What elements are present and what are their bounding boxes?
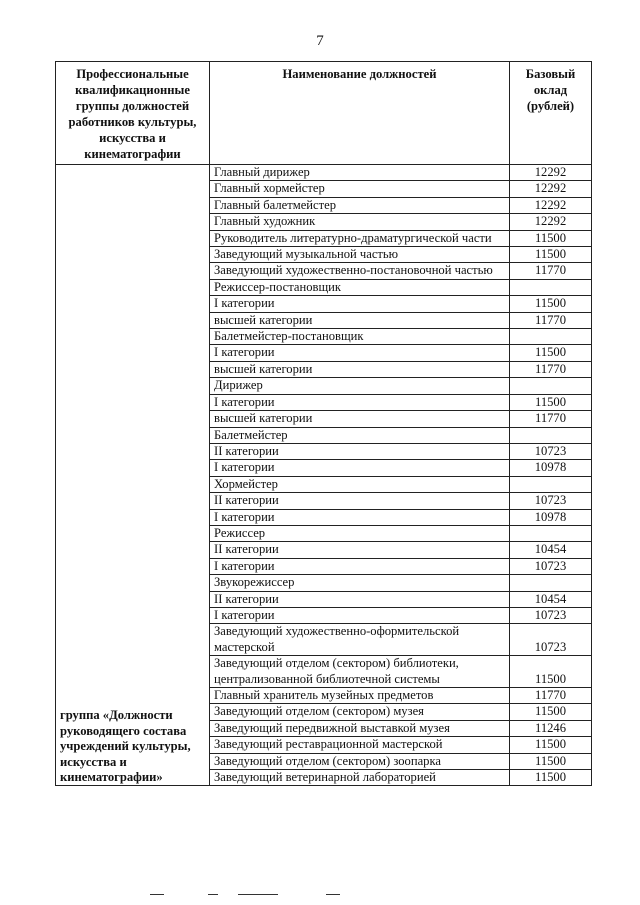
header-salary: Базовый оклад (рублей) xyxy=(510,62,592,165)
position-title: Балетмейстер xyxy=(210,427,510,443)
salary-value: 12292 xyxy=(510,181,592,197)
salary-value: 11770 xyxy=(510,411,592,427)
group-label: группа «Должности руководящего состава учреждений культуры, искусства и кинематографии» xyxy=(56,165,210,786)
salary-value: 10978 xyxy=(510,509,592,525)
salary-value xyxy=(510,575,592,591)
salary-value: 12292 xyxy=(510,165,592,181)
table-row xyxy=(56,165,592,181)
position-title: I категории xyxy=(210,509,510,525)
salary-value: 10454 xyxy=(510,591,592,607)
salary-value: 12292 xyxy=(510,214,592,230)
position-title: Балетмейстер-постановщик xyxy=(210,329,510,345)
salary-value: 11770 xyxy=(510,312,592,328)
footer-marks xyxy=(0,894,640,898)
salary-value: 10723 xyxy=(510,443,592,459)
salary-value: 11500 xyxy=(510,753,592,769)
salary-table xyxy=(55,61,592,786)
position-title: высшей категории xyxy=(210,411,510,427)
position-title: I категории xyxy=(210,460,510,476)
position-title: Главный художник xyxy=(210,214,510,230)
position-title: Заведующий художественно-постановочной частью xyxy=(210,263,510,279)
salary-value: 11770 xyxy=(510,263,592,279)
position-title: II категории xyxy=(210,443,510,459)
salary-value: 10454 xyxy=(510,542,592,558)
position-title: II категории xyxy=(210,591,510,607)
position-title: Режиссер-постановщик xyxy=(210,279,510,295)
position-title: Заведующий передвижной выставкой музея xyxy=(210,720,510,736)
position-title: Заведующий художественно-оформительской мастерской xyxy=(210,624,510,656)
position-title: высшей категории xyxy=(210,361,510,377)
header-group: Профессиональные квалификационные группы должностей работников культуры, искусства и кинематографии xyxy=(56,62,210,165)
table-header-row xyxy=(56,62,592,165)
position-title: Заведующий отделом (сектором) библиотеки, централизованной библиотечной системы xyxy=(210,656,510,688)
salary-value: 10723 xyxy=(510,558,592,574)
position-title: Главный дирижер xyxy=(210,165,510,181)
position-title: Заведующий реставрационной мастерской xyxy=(210,737,510,753)
position-title: Звукорежиссер xyxy=(210,575,510,591)
salary-value: 10723 xyxy=(510,607,592,623)
position-title: I категории xyxy=(210,394,510,410)
salary-value: 11500 xyxy=(510,394,592,410)
position-title: Заведующий ветеринарной лабораторией xyxy=(210,770,510,786)
salary-value xyxy=(510,427,592,443)
position-title: высшей категории xyxy=(210,312,510,328)
salary-value: 11500 xyxy=(510,296,592,312)
salary-value xyxy=(510,378,592,394)
position-title: Главный балетмейстер xyxy=(210,197,510,213)
position-title: Руководитель литературно-драматургической части xyxy=(210,230,510,246)
table-body xyxy=(56,165,592,786)
position-title: Дирижер xyxy=(210,378,510,394)
salary-value: 11500 xyxy=(510,656,592,688)
salary-value xyxy=(510,329,592,345)
position-title: Режиссер xyxy=(210,525,510,541)
page-number: 7 xyxy=(316,33,324,49)
salary-value: 11770 xyxy=(510,361,592,377)
salary-value: 11500 xyxy=(510,737,592,753)
position-title: II категории xyxy=(210,542,510,558)
salary-value: 10723 xyxy=(510,624,592,656)
salary-value: 10978 xyxy=(510,460,592,476)
salary-value: 11246 xyxy=(510,720,592,736)
salary-value: 11500 xyxy=(510,770,592,786)
salary-value xyxy=(510,476,592,492)
salary-value: 11500 xyxy=(510,704,592,720)
position-title: I категории xyxy=(210,296,510,312)
position-title: Главный хранитель музейных предметов xyxy=(210,688,510,704)
position-title: Главный хормейстер xyxy=(210,181,510,197)
salary-value xyxy=(510,525,592,541)
position-title: Заведующий отделом (сектором) зоопарка xyxy=(210,753,510,769)
salary-value: 12292 xyxy=(510,197,592,213)
salary-value xyxy=(510,279,592,295)
position-title: I категории xyxy=(210,607,510,623)
position-title: Хормейстер xyxy=(210,476,510,492)
salary-value: 11500 xyxy=(510,230,592,246)
position-title: Заведующий музыкальной частью xyxy=(210,247,510,263)
position-title: I категории xyxy=(210,345,510,361)
salary-value: 11770 xyxy=(510,688,592,704)
position-title: I категории xyxy=(210,558,510,574)
salary-value: 10723 xyxy=(510,493,592,509)
salary-value: 11500 xyxy=(510,345,592,361)
salary-value: 11500 xyxy=(510,247,592,263)
position-title: Заведующий отделом (сектором) музея xyxy=(210,704,510,720)
position-title: II категории xyxy=(210,493,510,509)
header-position: Наименование должностей xyxy=(210,62,510,165)
